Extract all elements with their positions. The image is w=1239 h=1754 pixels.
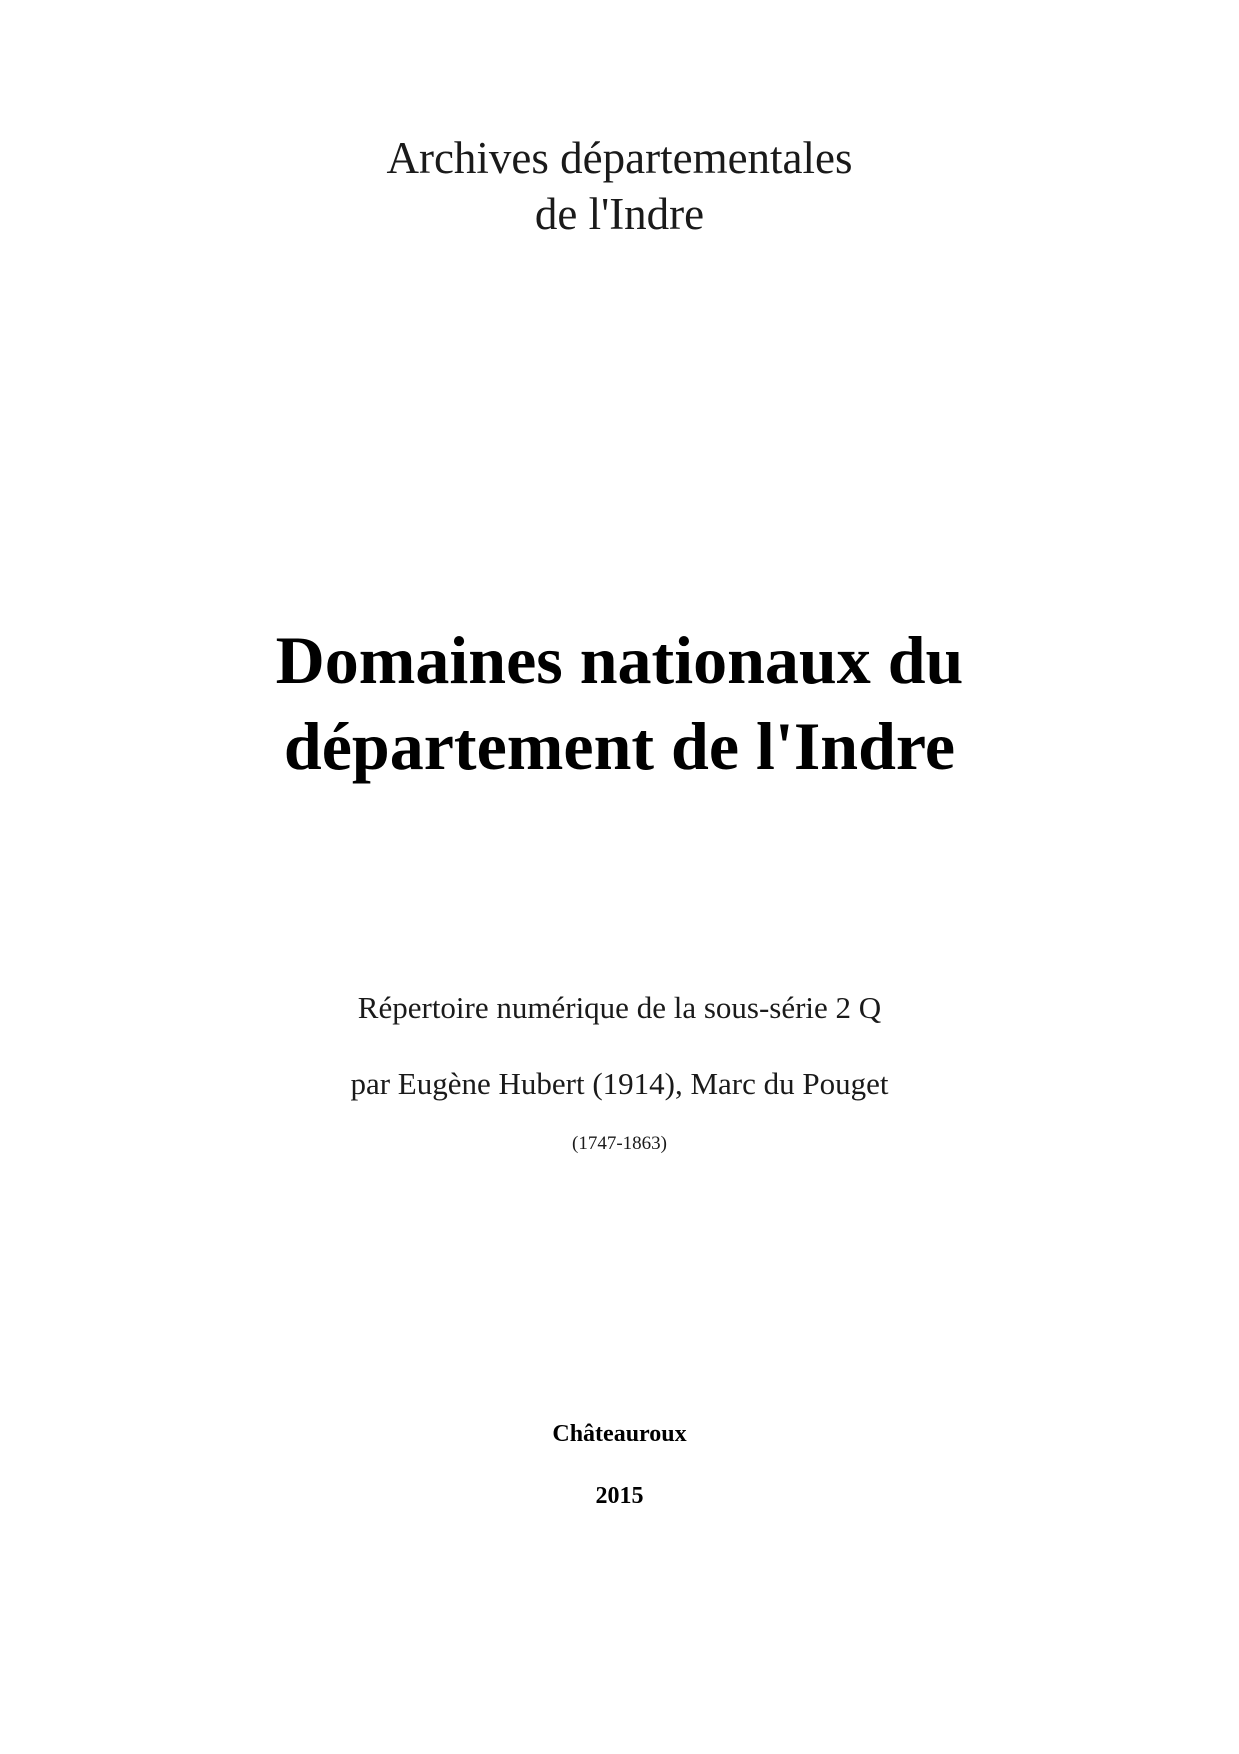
- repertory-description: Répertoire numérique de la sous-série 2 Q: [357, 990, 882, 1025]
- date-range: (1747-1863): [572, 1133, 667, 1154]
- institution-name-line1: Archives départementales: [386, 133, 853, 183]
- authors-line: par Eugène Hubert (1914), Marc du Pouget: [350, 1066, 889, 1101]
- institution-name-line2: de l'Indre: [534, 189, 705, 239]
- publication-year: 2015: [595, 1483, 644, 1509]
- publication-place: Châteauroux: [552, 1421, 687, 1447]
- document-title-line2: département de l'Indre: [283, 708, 956, 784]
- document-title-line1: Domaines nationaux du: [275, 622, 964, 698]
